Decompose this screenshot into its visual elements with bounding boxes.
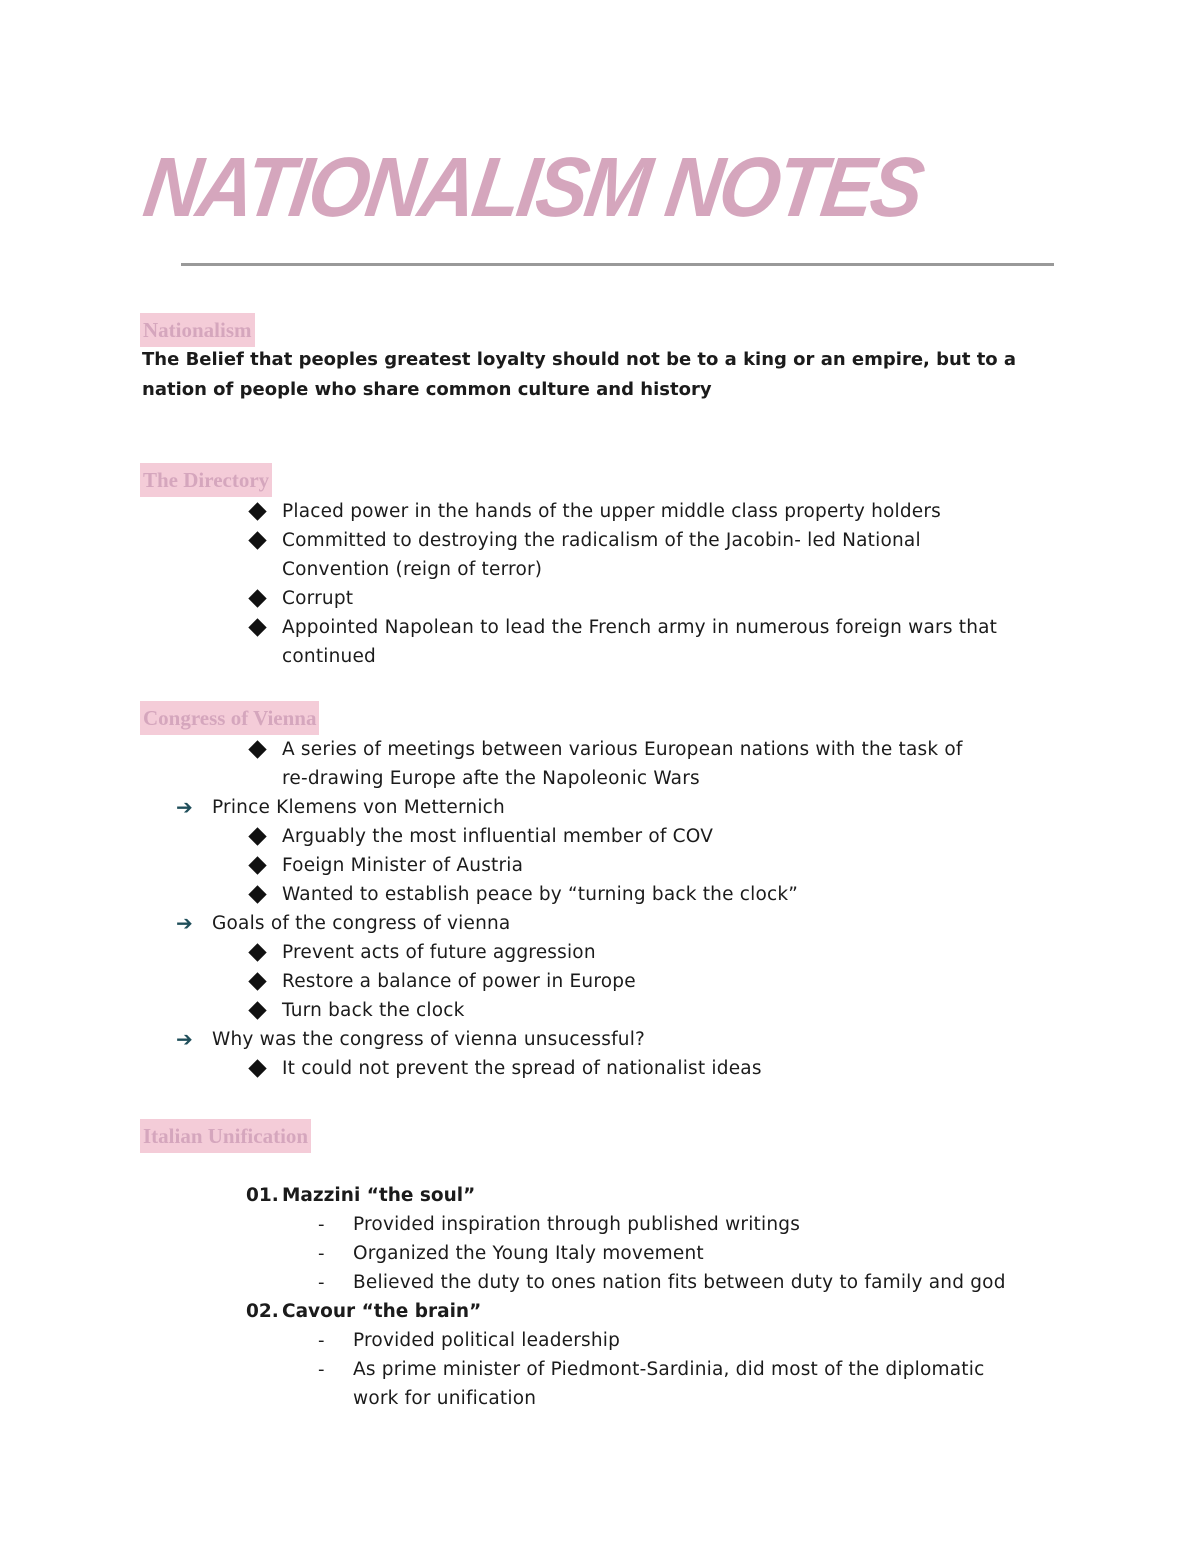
dash-bullet-icon: -: [318, 1272, 325, 1293]
vienna-arrow-3: Why was the congress of vienna unsucessful?: [212, 1029, 646, 1050]
dash-bullet-icon: -: [318, 1359, 325, 1380]
list-number: 02.: [246, 1301, 279, 1322]
arrow-bullet-icon: ➔: [176, 1027, 193, 1051]
nationalism-definition-line1: The Belief that peoples greatest loyalty should not be to a king or an empire, but to a: [142, 349, 1017, 370]
section-heading-italian: Italian Unification: [140, 1119, 311, 1153]
arrow-bullet-icon: ➔: [176, 795, 193, 819]
italian-item-2-label: Cavour “the brain”: [282, 1301, 482, 1322]
italian-item-1-detail-2: Organized the Young Italy movement: [353, 1243, 704, 1264]
vienna-bullet-1-line2: re-drawing Europe afte the Napoleonic Wars: [282, 768, 700, 789]
diamond-bullet-icon: [248, 943, 266, 961]
vienna-arrow-2-bullet-2: Restore a balance of power in Europe: [282, 971, 636, 992]
arrow-bullet-icon: ➔: [176, 911, 193, 935]
diamond-bullet-icon: [248, 531, 266, 549]
vienna-arrow-3-bullet-1: It could not prevent the spread of nationalist ideas: [282, 1058, 762, 1079]
vienna-arrow-2-bullet-3: Turn back the clock: [282, 1000, 465, 1021]
diamond-bullet-icon: [248, 1059, 266, 1077]
diamond-bullet-icon: [248, 618, 266, 636]
list-number: 01.: [246, 1185, 279, 1206]
italian-item-1-label: Mazzini “the soul”: [282, 1185, 476, 1206]
horizontal-rule: [181, 263, 1054, 266]
dash-bullet-icon: -: [318, 1330, 325, 1351]
directory-bullet-2-line2: Convention (reign of terror): [282, 559, 543, 580]
vienna-arrow-2-bullet-1: Prevent acts of future aggression: [282, 942, 596, 963]
diamond-bullet-icon: [248, 589, 266, 607]
section-heading-vienna: Congress of Vienna: [140, 701, 319, 735]
diamond-bullet-icon: [248, 827, 266, 845]
section-heading-directory: The Directory: [140, 463, 272, 497]
dash-bullet-icon: -: [318, 1214, 325, 1235]
diamond-bullet-icon: [248, 502, 266, 520]
diamond-bullet-icon: [248, 885, 266, 903]
vienna-arrow-2: Goals of the congress of vienna: [212, 913, 511, 934]
directory-bullet-4-line2: continued: [282, 646, 376, 667]
diamond-bullet-icon: [248, 972, 266, 990]
vienna-arrow-1-bullet-3: Wanted to establish peace by “turning back the clock”: [282, 884, 799, 905]
vienna-bullet-1-line1: A series of meetings between various European nations with the task of: [282, 739, 963, 760]
section-heading-nationalism: Nationalism: [140, 313, 255, 347]
vienna-arrow-1-bullet-1: Arguably the most influential member of COV: [282, 826, 714, 847]
directory-bullet-1: Placed power in the hands of the upper middle class property holders: [282, 501, 942, 522]
dash-bullet-icon: -: [318, 1243, 325, 1264]
italian-item-1-detail-1: Provided inspiration through published writings: [353, 1214, 801, 1235]
vienna-arrow-1: Prince Klemens von Metternich: [212, 797, 505, 818]
italian-item-2-detail-2-line1: As prime minister of Piedmont-Sardinia, did most of the diplomatic: [353, 1359, 985, 1380]
diamond-bullet-icon: [248, 1001, 266, 1019]
directory-bullet-3: Corrupt: [282, 588, 354, 609]
nationalism-definition-line2: nation of people who share common culture and history: [142, 379, 712, 400]
directory-bullet-2-line1: Committed to destroying the radicalism of the Jacobin- led National: [282, 530, 921, 551]
diamond-bullet-icon: [248, 856, 266, 874]
vienna-arrow-1-bullet-2: Foeign Minister of Austria: [282, 855, 524, 876]
directory-bullet-4-line1: Appointed Napolean to lead the French army in numerous foreign wars that: [282, 617, 998, 638]
italian-item-1-detail-3: Believed the duty to ones nation fits between duty to family and god: [353, 1272, 1006, 1293]
italian-item-2-detail-1: Provided political leadership: [353, 1330, 621, 1351]
italian-item-2-detail-2-line2: work for unification: [353, 1388, 537, 1409]
diamond-bullet-icon: [248, 740, 266, 758]
page-title: NATIONALISM NOTES: [138, 139, 928, 235]
